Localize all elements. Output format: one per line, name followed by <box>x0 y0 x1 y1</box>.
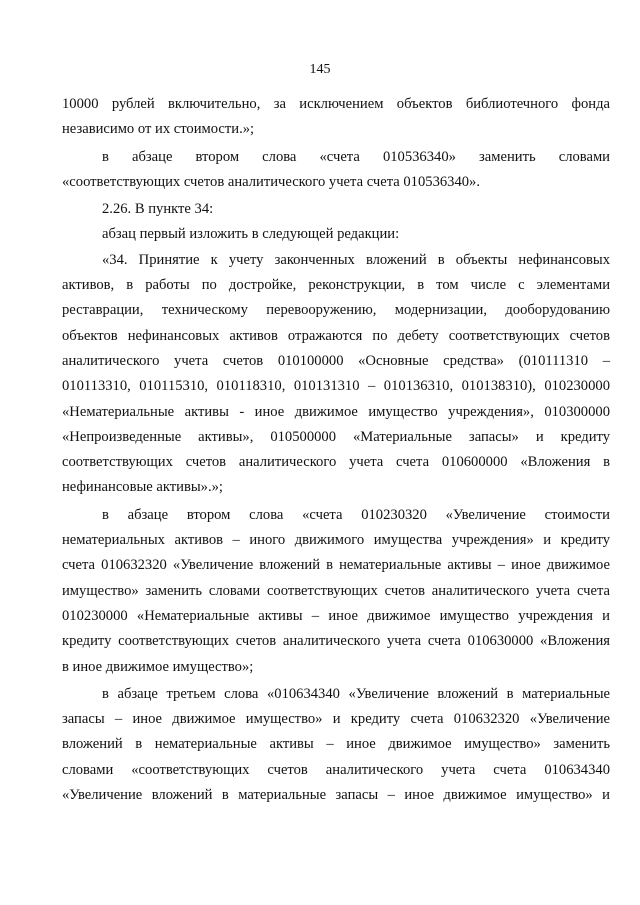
page-number: 145 <box>309 62 331 77</box>
text-line: независимо от их стоимости.»; <box>62 121 255 138</box>
text-line: нематериальных активов – иного движимого имущества учреждения» и кредиту <box>62 532 610 549</box>
text-line: реставрации, техническому перевооружению, модернизации, дооборудованию <box>62 302 610 319</box>
text-line: словами «соответствующих счетов аналитического учета счета 010634340 <box>62 761 610 778</box>
text-line: объектов нефинансовых активов отражаются по дебету соответствующих счетов <box>62 327 610 344</box>
text-line: в иное движимое имущество»; <box>62 658 254 675</box>
text-line: «соответствующих счетов аналитического учета счета 010536340». <box>62 173 480 190</box>
text-line: 010113310, 010115310, 010118310, 010131310 – 010136310, 010138310), 010230000 <box>62 378 610 395</box>
text-line: «34. Принятие к учету законченных вложений в объекты нефинансовых <box>102 251 610 268</box>
text-line: нефинансовые активы».»; <box>62 479 223 496</box>
text-line: запасы – иное движимое имущество» и кредиту счета 010632320 «Увеличение <box>62 711 610 728</box>
text-line: в абзаце втором слова «счета 010536340» заменить словами <box>102 148 610 165</box>
text-line: имущество» заменить словами соответствующих счетов аналитического учета счета <box>62 582 610 599</box>
document-body <box>62 92 610 808</box>
text-line: 10000 рублей включительно, за исключением объектов библиотечного фонда <box>62 96 610 112</box>
text-line: счета 010632320 «Увеличение вложений в нематериальные активы – иное движимое <box>62 557 610 574</box>
text-line: «Увеличение вложений в материальные запасы – иное движимое имущество» и <box>62 787 610 804</box>
text-line: кредиту соответствующих счетов аналитического учета счета 010630000 «Вложения <box>62 633 610 650</box>
text-line: «Нематериальные активы - иное движимое имущество учреждения», 010300000 <box>62 403 610 420</box>
text-line: вложений в нематериальные активы – иное движимое имущество» заменить <box>62 736 610 753</box>
text-line: 2.26. В пункте 34: <box>102 201 214 218</box>
text-line: активов, в работы по достройке, реконструкции, в том числе с элементами <box>62 277 610 294</box>
text-line: в абзаце третьем слова «010634340 «Увеличение вложений в материальные <box>102 685 610 702</box>
text-line: 010230000 «Нематериальные активы – иное движимое имущество учреждения и <box>62 607 610 624</box>
text-line: аналитического учета счетов 010100000 «Основные средства» (010111310 – <box>62 352 610 369</box>
text-line: соответствующих счетов аналитического учета счета 010600000 «Вложения в <box>62 454 610 471</box>
text-line: «Непроизведенные активы», 010500000 «Материальные запасы» и кредиту <box>62 428 610 445</box>
text-line: в абзаце втором слова «счета 010230320 «Увеличение стоимости <box>102 506 610 523</box>
text-line: абзац первый изложить в следующей редакции: <box>102 226 400 243</box>
